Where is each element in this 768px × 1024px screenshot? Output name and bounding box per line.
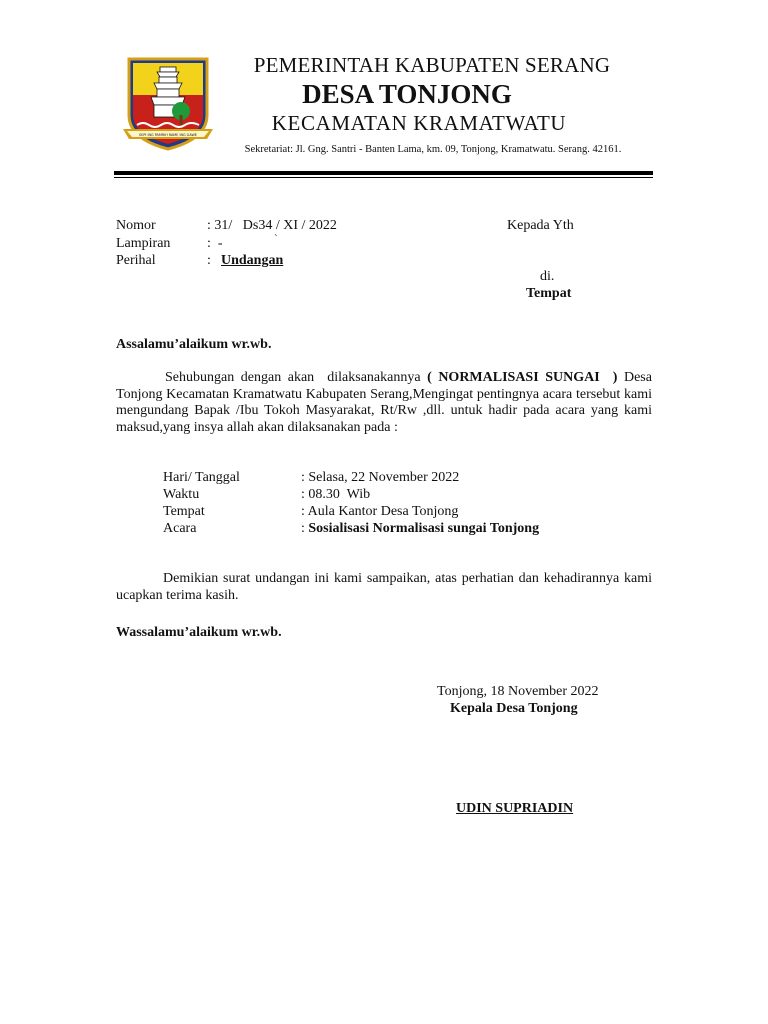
perihal-value: Undangan: [221, 253, 284, 268]
detail-value-event: Sosialisasi Normalisasi sungai Tonjong: [308, 521, 540, 536]
closing-greeting: Wassalamu’alaikum wr.wb.: [116, 625, 282, 640]
detail-value-date: : Selasa, 22 November 2022: [301, 470, 460, 485]
detail-event-colon: :: [301, 521, 309, 536]
lampiran-label: Lampiran: [116, 236, 171, 251]
svg-text:SEPI ING PAMRIH RAME ING GAWE: SEPI ING PAMRIH RAME ING GAWE: [139, 133, 197, 137]
letterhead-regency: PEMERINTAH KABUPATEN SERANG: [253, 53, 611, 77]
lampiran-value: : -: [207, 236, 223, 251]
detail-label-time: Waktu: [163, 487, 200, 502]
perihal-label: Perihal: [116, 253, 156, 268]
letterhead-divider-thin: [114, 177, 653, 178]
regency-logo: [123, 55, 213, 151]
body-intro: Sehubungan dengan akan dilaksanakannya: [165, 370, 428, 385]
signature-name: UDIN SUPRIADIN: [456, 801, 574, 816]
closing-paragraph: Demikian surat undangan ini kami sampaikan, atas perhatian dan kehadirannya kami ucapkan terima kasih.: [116, 571, 652, 603]
body-paragraph: [116, 370, 652, 436]
nomor-value: : 31/ Ds34 / XI / 2022: [207, 218, 337, 233]
detail-label-place: Tempat: [163, 504, 205, 519]
letterhead-address: Sekretariat: Jl. Gng. Santri - Banten Lama, km. 09, Tonjong, Kramatwatu. Serang. 42161.: [244, 144, 622, 155]
detail-label-date: Hari/ Tanggal: [163, 470, 240, 485]
detail-value-place: : Aula Kantor Desa Tonjong: [301, 504, 459, 519]
recipient-di: di.: [540, 269, 555, 284]
event-name: ( NORMALISASI SUNGAI ): [427, 370, 618, 385]
lampiran-mark: `: [274, 233, 278, 245]
perihal-colon: :: [207, 253, 211, 268]
recipient-kepada: Kepada Yth: [507, 218, 574, 233]
recipient-tempat: Tempat: [526, 286, 572, 301]
detail-event-row: [301, 521, 539, 537]
letterhead-divider-thick: [114, 171, 653, 175]
detail-value-time: : 08.30 Wib: [301, 487, 371, 502]
letterhead-village: DESA TONJONG: [302, 79, 512, 109]
nomor-label: Nomor: [116, 218, 156, 233]
detail-label-event: Acara: [163, 521, 197, 536]
signature-place-date: Tonjong, 18 November 2022: [437, 684, 599, 699]
letterhead-district: KECAMATAN KRAMATWATU: [271, 111, 567, 135]
opening-greeting: Assalamu’alaikum wr.wb.: [116, 337, 272, 352]
signature-position: Kepala Desa Tonjong: [450, 701, 578, 716]
body-rest: Desa Tonjong Kecamatan Kramatwatu Kabupaten Serang,Mengingat pentingnya acara tersebut kami mengundang Bapak /Ibu Tokoh Masyarakat, Rt/Rw ,dll. untuk hadir pada acara yang kami maksud,yang insya allah akan dilaksanakan pada :: [116, 370, 652, 435]
